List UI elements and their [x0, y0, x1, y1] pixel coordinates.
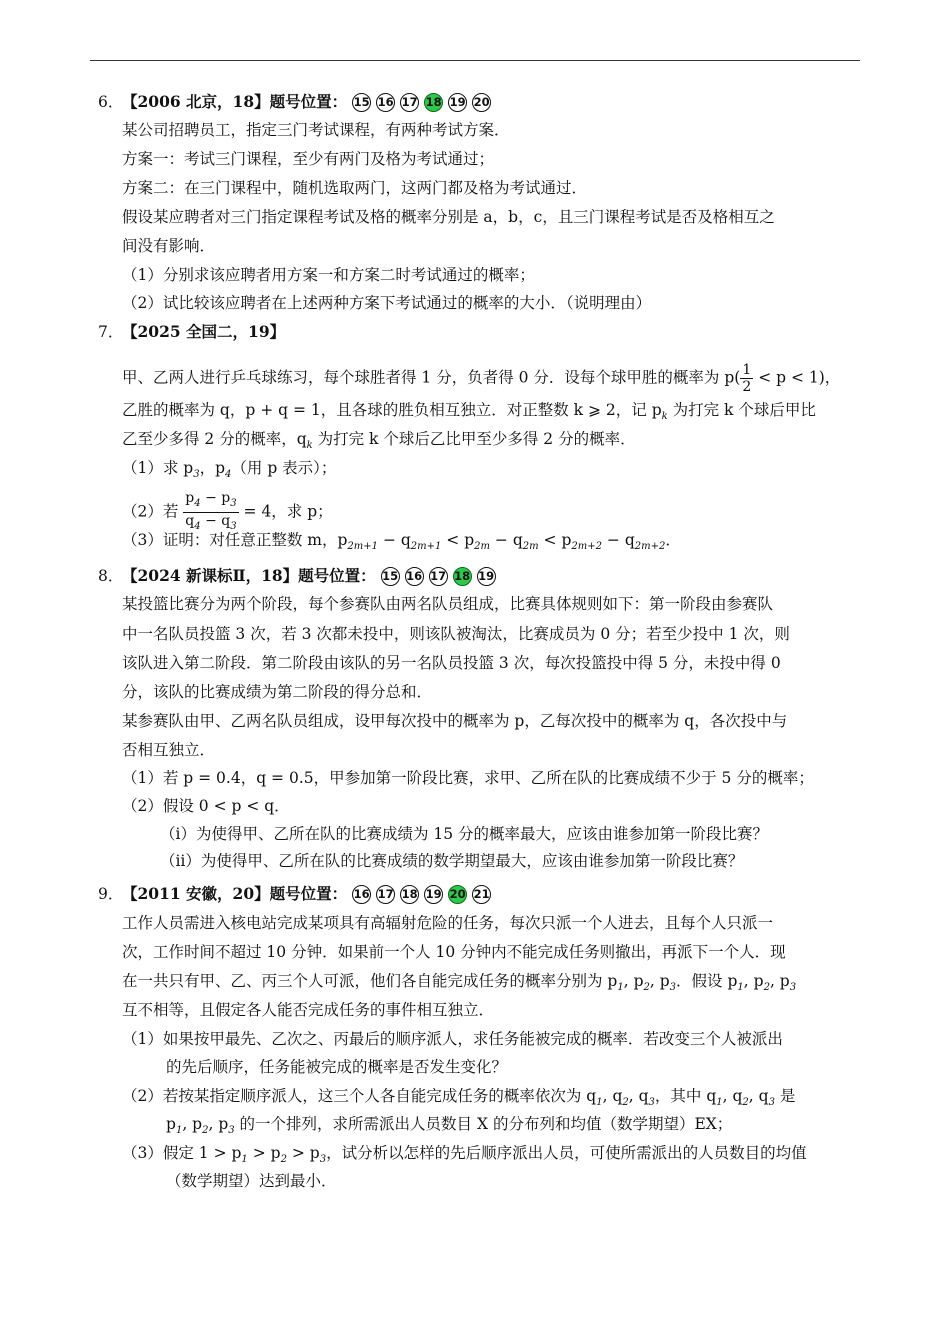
text-line: 甲、乙两人进行乒乓球练习，每个球胜者得 1 分，负者得 0 分．设每个球甲胜的概率为 p( $\frac{1}{2}$ < p < 1)，: [122, 362, 841, 395]
sub-question-continued: （数学期望）达到最小．: [166, 1172, 337, 1190]
problem-number: 9．: [98, 885, 124, 903]
text-line: 次，工作时间不超过 10 分钟．如果前一个人 10 分钟内不能完成任务则撤出，再派下一个人．现: [122, 943, 786, 961]
position-circle: 19: [477, 567, 496, 586]
sub-question-continued: 的先后顺序，任务能被完成的概率是否发生变化？: [166, 1058, 508, 1076]
text-line: 方案二：在三门课程中，随机选取两门，这两门都及格为考试通过．: [122, 179, 588, 197]
sub-question: （2）假设 0 < p < q．: [122, 797, 290, 815]
text-line: 方案一：考试三门课程，至少有两门及格为考试通过；: [122, 150, 495, 168]
position-circle-highlighted: 20: [448, 885, 467, 904]
position-circle: 21: [472, 885, 491, 904]
sub-question: （3）假定 $1 > p_1 > p_2 > p_3$，试分析以怎样的先后顺序派出人员，可使所需派出的人员数目的均值: [122, 1144, 807, 1166]
problem-number: 8．: [98, 567, 124, 585]
fraction: $\frac{1}{2}$: [742, 362, 752, 395]
text-line: 工作人员需进入核电站完成某项具有高辐射危险的任务，每次只派一个人进去，且每个人只派一: [122, 914, 774, 932]
sub-sub-question: （ⅱ）为使得甲、乙所在队的比赛成绩的数学期望最大，应该由谁参加第一阶段比赛？: [160, 852, 744, 870]
sub-question: （1）若 p = 0.4，q = 0.5，甲参加第一阶段比赛，求甲、乙所在队的比赛成绩不少于 5 分的概率；: [122, 769, 814, 787]
sub-sub-question: （ⅰ）为使得甲、乙所在队的比赛成绩为 15 分的概率最大，应该由谁参加第一阶段比赛？: [160, 825, 769, 843]
text-line: 否相互独立．: [122, 741, 216, 759]
text-line: 乙胜的概率为 q，p + q = 1，且各球的胜负相互独立．对正整数 k ⩾ 2，记 $p_k$ 为打完 k 个球后甲比: [122, 401, 816, 423]
source-label: 【2024 新课标Ⅱ，18】题号位置：: [122, 566, 376, 585]
text-line: 分，该队的比赛成绩为第二阶段的得分总和．: [122, 683, 433, 701]
position-circle: 17: [376, 885, 395, 904]
position-circle: 16: [376, 93, 395, 112]
text-line: 乙至少多得 2 分的概率，$q_k$ 为打完 k 个球后乙比甲至少多得 2 分的概率．: [122, 430, 636, 452]
text-line: 某投篮比赛分为两个阶段，每个参赛队由两名队员组成，比赛具体规则如下：第一阶段由参赛队: [122, 595, 774, 613]
source-label: 【2011 安徽，20】题号位置：: [122, 884, 348, 903]
text-line: 假设某应聘者对三门指定课程考试及格的概率分别是 a，b，c，且三门课程考试是否及格相互之: [122, 208, 775, 226]
position-circle: 17: [400, 93, 419, 112]
text-line: 中一名队员投篮 3 次，若 3 次都未投中，则该队被淘汰，比赛成员为 0 分；若至少投中 1 次，则: [122, 625, 790, 643]
position-circle: 15: [381, 567, 400, 586]
sub-question: （2）试比较该应聘者在上述两种方案下考试通过的概率的大小．（说明理由）: [122, 294, 652, 312]
text-line: 互不相等，且假定各人能否完成任务的事件相互独立．: [122, 1001, 495, 1019]
sub-question-continued: $p_1$, $p_2$, $p_3$ 的一个排列，求所需派出人员数目 X 的分布列和均值（数学期望）EX；: [166, 1115, 733, 1137]
sub-question: （2）若 $\frac{p_4 - p_3}{q_4 - q_3}$ = 4，求 p；: [122, 490, 333, 535]
source-label: 【2006 北京，18】题号位置：: [122, 92, 348, 111]
top-rule: [90, 60, 860, 61]
position-circle-highlighted: 18: [424, 93, 443, 112]
position-circle: 16: [405, 567, 424, 586]
text-line: 某公司招聘员工，指定三门考试课程，有两种考试方案．: [122, 121, 510, 139]
sub-question: （1）分别求该应聘者用方案一和方案二时考试通过的概率；: [122, 266, 535, 284]
position-circle: 16: [352, 885, 371, 904]
text-line: 在一共只有甲、乙、丙三个人可派，他们各自能完成任务的概率分别为 $p_1$, $p_2$, $p_3$．假设 $p_1$, $p_2$, $p_3$: [122, 972, 797, 994]
problem-header: 【2025 全国二，19】: [122, 322, 286, 341]
sub-question: （1）如果按甲最先、乙次之、丙最后的顺序派人，求任务能被完成的概率．若改变三个人被派出: [122, 1030, 783, 1048]
problem-number: 6．: [98, 93, 124, 111]
problem-header: [122, 566, 496, 586]
position-circle: 20: [472, 93, 491, 112]
text-line: 某参赛队由甲、乙两名队员组成，设甲每次投中的概率为 p，乙每次投中的概率为 q，各次投中与: [122, 712, 788, 730]
position-circle: 19: [448, 93, 467, 112]
position-circle: 17: [429, 567, 448, 586]
problem-header: [122, 92, 491, 112]
position-circle: 19: [424, 885, 443, 904]
position-circle-highlighted: 18: [453, 567, 472, 586]
fraction: $\frac{p_4 - p_3}{q_4 - q_3}$: [185, 490, 237, 532]
sub-question: （2）若按某指定顺序派人，这三个人各自能完成任务的概率依次为 $q_1$, $q_2$, $q_3$，其中 $q_1$, $q_2$, $q_3$ 是: [122, 1087, 796, 1109]
position-circle: 15: [352, 93, 371, 112]
problem-number: 7．: [98, 323, 124, 341]
sub-question: （3）证明：对任意正整数 m，$p_{2m+1} - q_{2m+1} < p_{2m} - q_{2m} < p_{2m+2} - q_{2m+2}$．: [122, 531, 681, 553]
sub-question: （1）求 $p_3$，$p_4$（用 p 表示）；: [122, 459, 337, 481]
text-line: 该队进入第二阶段．第二阶段由该队的另一名队员投篮 3 次，每次投篮投中得 5 分，未投中得 0: [122, 654, 781, 672]
problem-header: [122, 884, 491, 904]
position-circle: 18: [400, 885, 419, 904]
text-line: 间没有影响．: [122, 237, 216, 255]
